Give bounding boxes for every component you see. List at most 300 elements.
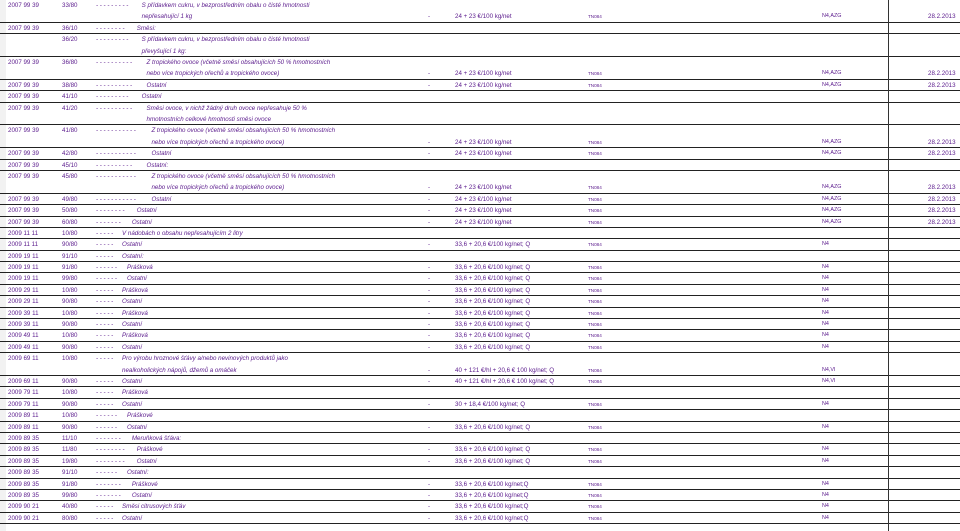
table-row bbox=[0, 194, 960, 205]
duty-rate: 33,6 + 20,6 €/100 kg/net; Q bbox=[455, 332, 531, 340]
table-row bbox=[0, 501, 960, 512]
measure-ref: N4 bbox=[822, 321, 829, 328]
indent-dashes: - - - - - bbox=[96, 514, 114, 522]
note-code: TN084 bbox=[588, 447, 602, 453]
table-row bbox=[0, 513, 960, 524]
measure-ref: N4,AZG bbox=[822, 150, 842, 157]
sub-code: 99/80 bbox=[62, 491, 78, 499]
description-line: S přídavkem cukru, v bezprostředním obalu o čisté hmotnosti bbox=[141, 36, 310, 44]
description-line: Prášková bbox=[122, 309, 148, 317]
tariff-code: 2007 99 39 bbox=[8, 127, 39, 135]
description-line: Ostatní bbox=[146, 81, 167, 89]
indent-dashes: - - - - - - - - - bbox=[96, 2, 129, 9]
note-code: TN084 bbox=[588, 515, 602, 521]
tariff-code: 2009 79 11 bbox=[8, 389, 39, 397]
duty-rate: 24 + 23 €/100 kg/net bbox=[455, 218, 512, 226]
duty-separator: - bbox=[428, 491, 431, 499]
duty-rate: 33,6 + 20,6 €/100 kg/net; Q bbox=[455, 321, 531, 329]
description-line: Směsi: bbox=[136, 24, 156, 32]
note-code: TN084 bbox=[588, 333, 602, 339]
measure-ref: N4 bbox=[822, 491, 829, 498]
duty-separator: - bbox=[428, 514, 431, 522]
sub-code: 90/80 bbox=[62, 400, 78, 408]
description-line: Ostatní: bbox=[122, 252, 144, 260]
sub-code: 80/80 bbox=[62, 514, 78, 522]
valid-date: 28.2.2013 bbox=[928, 218, 956, 226]
note-code: TN084 bbox=[588, 401, 602, 407]
sub-code: 41/80 bbox=[62, 127, 78, 135]
indent-dashes: - - - - - - - bbox=[96, 480, 121, 488]
tariff-code: 2009 89 35 bbox=[8, 434, 39, 442]
tariff-code: 2007 99 39 bbox=[8, 93, 39, 101]
measure-ref: N4 bbox=[822, 241, 829, 248]
tariff-code: 2009 39 11 bbox=[8, 321, 39, 329]
tariff-code: 2007 99 39 bbox=[8, 58, 39, 66]
sub-code: 45/10 bbox=[62, 161, 78, 169]
description-line: Prášková bbox=[122, 389, 148, 397]
sub-code: 40/80 bbox=[62, 503, 78, 511]
table-row bbox=[0, 103, 960, 126]
duty-rate: 33,6 + 20,6 €/100 kg/net; Q bbox=[455, 423, 531, 431]
note-code: TN084 bbox=[588, 71, 602, 77]
tariff-code: 2009 89 11 bbox=[8, 423, 39, 431]
note-code: TN084 bbox=[588, 151, 602, 157]
table-row bbox=[0, 217, 960, 228]
indent-dashes: - - - - - - - - bbox=[96, 24, 125, 32]
valid-date: 28.2.2013 bbox=[928, 195, 956, 203]
indent-dashes: - - - - - bbox=[96, 389, 114, 397]
measure-ref: N4 bbox=[822, 264, 829, 271]
duty-separator: - bbox=[428, 503, 431, 511]
sub-code: 91/10 bbox=[62, 252, 78, 260]
note-code: TN084 bbox=[588, 276, 602, 282]
sub-code: 60/80 bbox=[62, 218, 78, 226]
table-row bbox=[0, 410, 960, 421]
tariff-code: 2007 99 39 bbox=[8, 150, 39, 158]
sub-code: 42/80 bbox=[62, 150, 78, 158]
description-line: Ostatní bbox=[126, 275, 147, 283]
sub-code: 11/10 bbox=[62, 434, 78, 442]
table-row bbox=[0, 125, 960, 148]
duty-rate: 24 + 23 €/100 kg/net bbox=[455, 13, 512, 21]
tariff-code: 2009 11 11 bbox=[8, 229, 39, 237]
tariff-code: 2009 11 11 bbox=[8, 241, 39, 249]
duty-rate: 33,6 + 20,6 €/100 kg/net; Q bbox=[455, 275, 531, 283]
table-right-border bbox=[888, 0, 889, 531]
duty-separator: - bbox=[428, 70, 431, 78]
indent-dashes: - - - - - bbox=[96, 252, 114, 260]
description-line: Prášková bbox=[126, 264, 153, 272]
table-row bbox=[0, 80, 960, 91]
tariff-code: 2009 29 11 bbox=[8, 286, 39, 294]
table-row bbox=[0, 251, 960, 262]
tariff-code: 2007 99 39 bbox=[8, 218, 39, 226]
measure-ref: N4 bbox=[822, 298, 829, 305]
indent-dashes: - - - - - - - - - bbox=[96, 36, 129, 44]
indent-dashes: - - - - - - bbox=[96, 275, 117, 283]
measure-ref: N4,AZG bbox=[822, 195, 842, 202]
measure-ref: N4 bbox=[822, 286, 829, 293]
duty-separator: - bbox=[428, 218, 431, 226]
table-row bbox=[0, 490, 960, 501]
tariff-code: 2009 89 35 bbox=[8, 457, 39, 465]
indent-dashes: - - - - - - - - bbox=[96, 446, 125, 454]
sub-code: 91/80 bbox=[62, 480, 78, 488]
sub-code: 36/80 bbox=[62, 58, 78, 66]
note-code: TN084 bbox=[588, 424, 602, 430]
indent-dashes: - - - - - bbox=[96, 286, 114, 294]
tariff-code: 2009 49 11 bbox=[8, 332, 39, 340]
sub-code: 90/80 bbox=[62, 298, 78, 306]
tariff-code: 2009 69 11 bbox=[8, 378, 39, 385]
duty-rate: 24 + 23 €/100 kg/net bbox=[455, 195, 512, 203]
sub-code: 49/80 bbox=[62, 195, 78, 203]
description-line: Z tropického ovoce (včetně směsí obsahujících 50 % hmotnostních bbox=[151, 172, 336, 180]
valid-date: 28.2.2013 bbox=[928, 138, 956, 146]
table-row bbox=[0, 319, 960, 330]
measure-ref: N4,AZG bbox=[822, 13, 842, 20]
duty-separator: - bbox=[428, 457, 431, 465]
table-row bbox=[0, 239, 960, 250]
description-line: Z tropického ovoce (včetně směsí obsahujících 50 % hmotnostních bbox=[151, 127, 336, 135]
duty-rate: 40 + 121 €/hl + 20,6 € 100 kg/net; Q bbox=[455, 366, 555, 374]
description-line: Ostatní: bbox=[146, 161, 169, 169]
duty-rate: 33,6 + 20,6 €/100 kg/net; Q bbox=[455, 343, 531, 351]
indent-dashes: - - - - - - - - bbox=[96, 457, 125, 465]
valid-date: 28.2.2013 bbox=[928, 207, 956, 215]
duty-separator: - bbox=[428, 309, 431, 317]
description-line: Prášková bbox=[122, 286, 148, 294]
measure-ref: N4,AZG bbox=[822, 207, 842, 214]
indent-dashes: - - - - - - - - - - - bbox=[96, 172, 136, 180]
note-code: TN084 bbox=[588, 14, 602, 20]
sub-code: 10/80 bbox=[62, 355, 78, 363]
description-line: Ostatní bbox=[122, 241, 142, 249]
table-row bbox=[0, 205, 960, 216]
measure-ref: N4,AZG bbox=[822, 218, 842, 225]
duty-rate: 24 + 23 €/100 kg/net bbox=[455, 70, 512, 78]
note-code: TN084 bbox=[588, 481, 602, 487]
duty-rate: 24 + 23 €/100 kg/net bbox=[455, 81, 512, 89]
table-row bbox=[0, 262, 960, 273]
tariff-code: 2009 19 11 bbox=[8, 275, 39, 283]
table-row bbox=[0, 160, 960, 171]
tariff-code: 2009 89 35 bbox=[8, 469, 39, 477]
row-divider bbox=[0, 523, 960, 524]
tariff-code: 2009 19 11 bbox=[8, 252, 39, 260]
measure-ref: N4 bbox=[822, 332, 829, 339]
duty-separator: - bbox=[428, 446, 431, 454]
description-line: Ostatní bbox=[136, 207, 157, 215]
measure-ref: N4 bbox=[822, 275, 829, 282]
duty-rate: 24 + 23 €/100 kg/net bbox=[455, 138, 512, 146]
measure-ref: N4,AZG bbox=[822, 138, 842, 145]
table-row bbox=[0, 296, 960, 307]
description-line: Ostatní bbox=[141, 93, 162, 101]
indent-dashes: - - - - - - - - - - - bbox=[96, 127, 136, 135]
table-row bbox=[0, 91, 960, 102]
valid-date: 28.2.2013 bbox=[928, 184, 956, 192]
table-row bbox=[0, 456, 960, 467]
duty-separator: - bbox=[428, 207, 431, 215]
duty-separator: - bbox=[428, 343, 431, 351]
duty-rate: 24 + 23 €/100 kg/net bbox=[455, 184, 512, 192]
duty-separator: - bbox=[428, 366, 431, 374]
duty-separator: - bbox=[428, 275, 431, 283]
sub-code: 90/80 bbox=[62, 241, 78, 249]
tariff-code: 2009 90 21 bbox=[8, 514, 39, 522]
indent-dashes: - - - - - bbox=[96, 400, 114, 408]
note-code: TN084 bbox=[588, 139, 602, 145]
indent-dashes: - - - - - bbox=[96, 355, 114, 363]
measure-ref: N4 bbox=[822, 309, 829, 316]
indent-dashes: - - - - - - - - - - - bbox=[96, 150, 136, 158]
table-row bbox=[0, 34, 960, 57]
duty-separator: - bbox=[428, 286, 431, 294]
description-line: Ostatní bbox=[151, 195, 172, 203]
note-code: TN084 bbox=[588, 196, 602, 202]
sub-code: 45/80 bbox=[62, 172, 78, 180]
duty-rate: 30 + 18,4 €/100 kg/net; Q bbox=[455, 400, 526, 408]
sub-code: 41/20 bbox=[62, 104, 78, 112]
duty-separator: - bbox=[428, 184, 431, 192]
description-line: Ostatní bbox=[151, 150, 172, 158]
measure-ref: N4 bbox=[822, 457, 829, 464]
sub-code: 10/80 bbox=[62, 309, 78, 317]
note-code: TN084 bbox=[588, 299, 602, 305]
note-code: TN084 bbox=[588, 242, 602, 248]
note-code: TN084 bbox=[588, 458, 602, 464]
tariff-code: 2009 89 35 bbox=[8, 446, 39, 454]
sub-code: 10/80 bbox=[62, 286, 78, 294]
sub-code: 91/80 bbox=[62, 264, 78, 272]
description-line: Ostatní bbox=[131, 491, 152, 499]
sub-code: 90/80 bbox=[62, 343, 78, 351]
description-line: Z tropického ovoce (včetně směsí obsahujících 50 % hmotnostních bbox=[146, 58, 331, 66]
description-line: Směsi ovoce, v nichž žádný druh ovoce nepřesahuje 50 % bbox=[146, 104, 307, 112]
duty-rate: 33,6 + 20,6 €/100 kg/net; Q bbox=[455, 309, 531, 317]
valid-date: 28.2.2013 bbox=[928, 13, 956, 21]
duty-separator: - bbox=[428, 378, 431, 385]
tariff-code: 2009 39 11 bbox=[8, 309, 39, 317]
description-line: Práškové bbox=[131, 480, 158, 488]
tariff-code: 2007 99 39 bbox=[8, 2, 39, 9]
duty-rate: 24 + 23 €/100 kg/net bbox=[455, 150, 512, 158]
table-row bbox=[0, 376, 960, 387]
description-line: Ostatní bbox=[136, 457, 157, 465]
sub-code: 90/80 bbox=[62, 378, 78, 385]
sub-code: 36/10 bbox=[62, 24, 78, 32]
measure-ref: N4 bbox=[822, 480, 829, 487]
sub-code: 99/80 bbox=[62, 275, 78, 283]
description-line: Ostatní bbox=[131, 218, 152, 226]
duty-rate: 33,6 + 20,6 €/100 kg/net; Q bbox=[455, 241, 531, 249]
note-code: TN084 bbox=[588, 504, 602, 510]
note-code: TN084 bbox=[588, 367, 602, 373]
indent-dashes: - - - - - - bbox=[96, 264, 117, 272]
description-line: nealkoholických nápojů, džemů a omáček bbox=[122, 366, 237, 374]
sub-code: 90/80 bbox=[62, 423, 78, 431]
duty-rate: 33,6 + 20,6 €/100 kg/net; Q bbox=[455, 264, 531, 272]
indent-dashes: - - - - - bbox=[96, 309, 114, 317]
duty-separator: - bbox=[428, 195, 431, 203]
sub-code: 11/80 bbox=[62, 446, 78, 454]
table-row bbox=[0, 479, 960, 490]
indent-dashes: - - - - - bbox=[96, 241, 114, 249]
indent-dashes: - - - - - bbox=[96, 321, 114, 329]
description-line: Ostatní bbox=[122, 514, 142, 522]
indent-dashes: - - - - - bbox=[96, 332, 114, 340]
duty-separator: - bbox=[428, 150, 431, 158]
indent-dashes: - - - - - - - bbox=[96, 434, 121, 442]
tariff-code: 2007 99 39 bbox=[8, 172, 39, 180]
table-row bbox=[0, 308, 960, 319]
duty-separator: - bbox=[428, 81, 431, 89]
tariff-code: 2009 89 35 bbox=[8, 491, 39, 499]
duty-rate: 33,6 + 20,6 €/100 kg/net;Q bbox=[455, 503, 529, 511]
description-line: nebo více tropických ořechů a tropického ovoce) bbox=[151, 138, 285, 146]
table-row bbox=[0, 0, 960, 23]
description-line: Ostatní bbox=[122, 378, 142, 385]
description-line: hmotnostních celkové hmotnosti směsi ovoce bbox=[146, 115, 272, 123]
indent-dashes: - - - - - - - bbox=[96, 491, 121, 499]
measure-ref: N4,VI bbox=[822, 366, 836, 373]
table-row bbox=[0, 171, 960, 194]
duty-separator: - bbox=[428, 264, 431, 272]
measure-ref: N4,AZG bbox=[822, 81, 842, 88]
duty-rate: 33,6 + 20,6 €/100 kg/net;Q bbox=[455, 514, 529, 522]
sub-code: 91/10 bbox=[62, 469, 78, 477]
sub-code: 10/80 bbox=[62, 412, 78, 420]
table-row bbox=[0, 444, 960, 455]
description-line: Ostatní bbox=[122, 400, 142, 408]
duty-separator: - bbox=[428, 13, 431, 21]
duty-separator: - bbox=[428, 400, 431, 408]
description-line: nebo více tropických ořechů a tropického ovoce) bbox=[151, 184, 285, 192]
table-row bbox=[0, 353, 960, 376]
description-line: Ostatní: bbox=[126, 469, 149, 477]
table-row bbox=[0, 387, 960, 398]
description-line: Práškové bbox=[126, 412, 153, 420]
table-row bbox=[0, 422, 960, 433]
measure-ref: N4 bbox=[822, 423, 829, 430]
duty-separator: - bbox=[428, 241, 431, 249]
description-line: Meruňková šťáva: bbox=[131, 434, 182, 442]
measure-ref: N4,AZG bbox=[822, 70, 842, 77]
indent-dashes: - - - - - - - - bbox=[96, 207, 125, 215]
note-code: TN084 bbox=[588, 265, 602, 271]
duty-rate: 24 + 23 €/100 kg/net bbox=[455, 207, 512, 215]
duty-separator: - bbox=[428, 138, 431, 146]
description-line: Ostatní bbox=[122, 298, 142, 306]
duty-separator: - bbox=[428, 423, 431, 431]
duty-separator: - bbox=[428, 321, 431, 329]
indent-dashes: - - - - - - - - - - bbox=[96, 104, 133, 112]
tariff-code: 2009 79 11 bbox=[8, 400, 39, 408]
description-line: Ostatní bbox=[122, 343, 142, 351]
note-code: TN084 bbox=[588, 82, 602, 88]
valid-date: 28.2.2013 bbox=[928, 150, 956, 158]
sub-code: 90/80 bbox=[62, 321, 78, 329]
description-line: Ostatní bbox=[126, 423, 147, 431]
tariff-code: 2009 89 35 bbox=[8, 480, 39, 488]
sub-code: 38/80 bbox=[62, 81, 78, 89]
measure-ref: N4 bbox=[822, 343, 829, 350]
indent-dashes: - - - - - - - - - bbox=[96, 93, 129, 101]
description-line: nepřesahující 1 kg bbox=[141, 13, 193, 21]
measure-ref: N4,VI bbox=[822, 378, 836, 384]
duty-separator: - bbox=[428, 298, 431, 306]
measure-ref: N4 bbox=[822, 514, 829, 521]
table-row bbox=[0, 433, 960, 444]
duty-rate: 33,6 + 20,6 €/100 kg/net; Q bbox=[455, 286, 531, 294]
description-line: Práškové bbox=[136, 446, 163, 454]
duty-rate: 33,6 + 20,6 €/100 kg/net;Q bbox=[455, 480, 529, 488]
indent-dashes: - - - - - - - bbox=[96, 218, 121, 226]
note-code: TN084 bbox=[588, 208, 602, 214]
duty-separator: - bbox=[428, 480, 431, 488]
duty-rate: 33,6 + 20,6 €/100 kg/net;Q bbox=[455, 491, 529, 499]
sub-code: 10/80 bbox=[62, 229, 78, 237]
indent-dashes: - - - - - bbox=[96, 378, 114, 385]
indent-dashes: - - - - - - bbox=[96, 412, 117, 420]
sub-code: 50/80 bbox=[62, 207, 78, 215]
tariff-code: 2007 99 39 bbox=[8, 195, 39, 203]
measure-ref: N4 bbox=[822, 400, 829, 407]
table-row bbox=[0, 57, 960, 80]
sub-code: 10/80 bbox=[62, 332, 78, 340]
tariff-code: 2009 89 11 bbox=[8, 412, 39, 420]
indent-dashes: - - - - - bbox=[96, 298, 114, 306]
sub-code: 33/80 bbox=[62, 2, 78, 9]
tariff-code: 2009 69 11 bbox=[8, 355, 39, 363]
tariff-code: 2009 90 21 bbox=[8, 503, 39, 511]
note-code: TN084 bbox=[588, 185, 602, 191]
table-row bbox=[0, 399, 960, 410]
table-row bbox=[0, 148, 960, 159]
sub-code: 19/80 bbox=[62, 457, 78, 465]
tariff-code: 2007 99 39 bbox=[8, 161, 39, 169]
sub-code: 36/20 bbox=[62, 36, 78, 44]
indent-dashes: - - - - - - - - - - bbox=[96, 161, 133, 169]
valid-date: 28.2.2013 bbox=[928, 70, 956, 78]
indent-dashes: - - - - - bbox=[96, 229, 114, 237]
sub-code: 10/80 bbox=[62, 389, 78, 397]
duty-rate: 33,6 + 20,6 €/100 kg/net; Q bbox=[455, 457, 531, 465]
duty-separator: - bbox=[428, 332, 431, 340]
note-code: TN084 bbox=[588, 492, 602, 498]
table-row bbox=[0, 23, 960, 34]
indent-dashes: - - - - - bbox=[96, 343, 114, 351]
description-line: V nádobách o obsahu nepřesahujícím 2 litry bbox=[122, 229, 243, 237]
table-row bbox=[0, 342, 960, 353]
indent-dashes: - - - - - - bbox=[96, 423, 117, 431]
indent-dashes: - - - - - bbox=[96, 503, 114, 511]
duty-rate: 33,6 + 20,6 €/100 kg/net; Q bbox=[455, 298, 531, 306]
indent-dashes: - - - - - - bbox=[96, 469, 117, 477]
measure-ref: N4,AZG bbox=[822, 184, 842, 191]
tariff-code: 2007 99 39 bbox=[8, 207, 39, 215]
description-line: převyšující 1 kg: bbox=[141, 47, 187, 55]
description-line: Pro výrobu hroznové šťávy a/nebo nevinových produktů jako bbox=[122, 355, 288, 363]
note-code: TN084 bbox=[588, 379, 602, 384]
table-row bbox=[0, 228, 960, 239]
tariff-code: 2007 99 39 bbox=[8, 81, 39, 89]
tariff-code: 2009 29 11 bbox=[8, 298, 39, 306]
measure-ref: N4 bbox=[822, 503, 829, 510]
indent-dashes: - - - - - - - - - - bbox=[96, 81, 133, 89]
table-row bbox=[0, 273, 960, 284]
